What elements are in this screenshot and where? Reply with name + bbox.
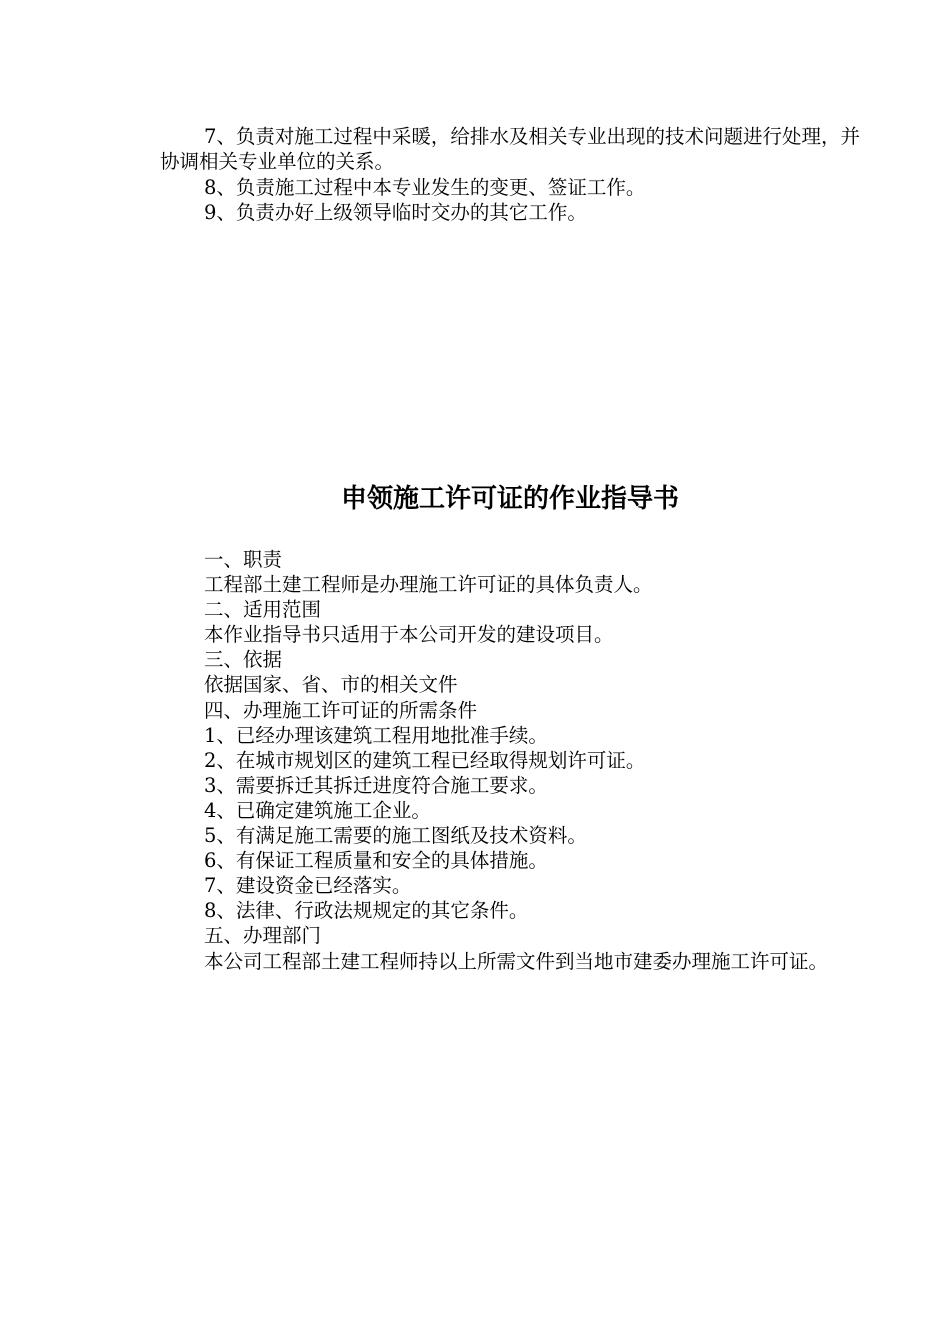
section-heading-duties: 一、职责	[204, 548, 283, 571]
condition-item: 2、在城市规划区的建筑工程已经取得规划许可证。	[204, 748, 646, 772]
item-7: 7、负责对施工过程中采暖，给排水及相关专业出现的技术问题进行处理，并协调相关专业单位的关系。	[160, 125, 860, 174]
section-heading-basis: 三、依据	[204, 648, 283, 672]
duties-text: 工程部土建工程师是办理施工许可证的具体负责人。	[204, 573, 653, 597]
section-heading-department: 五、办理部门	[204, 924, 322, 948]
condition-item: 5、有满足施工需要的施工图纸及技术资料。	[204, 824, 587, 848]
condition-item: 6、有保证工程质量和安全的具体措施。	[204, 849, 548, 873]
condition-item: 1、已经办理该建筑工程用地批准手续。	[204, 723, 548, 747]
item-9: 9、负责办好上级领导临时交办的其它工作。	[204, 200, 587, 224]
condition-item: 7、建设资金已经落实。	[204, 874, 412, 898]
department-text: 本公司工程部土建工程师持以上所需文件到当地市建委办理施工许可证。	[204, 949, 829, 973]
basis-text: 依据国家、省、市的相关文件	[204, 673, 458, 697]
scope-text: 本作业指导书只适用于本公司开发的建设项目。	[204, 623, 614, 647]
section-heading-scope: 二、适用范围	[204, 598, 322, 622]
responsibilities-continued	[160, 124, 860, 225]
condition-item: 3、需要拆迁其拆迁进度符合施工要求。	[204, 773, 548, 797]
document-body	[160, 547, 860, 974]
condition-item: 8、法律、行政法规规定的其它条件。	[204, 899, 529, 923]
condition-item: 4、已确定建筑施工企业。	[204, 798, 431, 822]
section-heading-conditions: 四、办理施工许可证的所需条件	[204, 698, 478, 722]
document-title: 申领施工许可证的作业指导书	[340, 484, 679, 514]
item-8: 8、负责施工过程中本专业发生的变更、签证工作。	[204, 175, 646, 199]
